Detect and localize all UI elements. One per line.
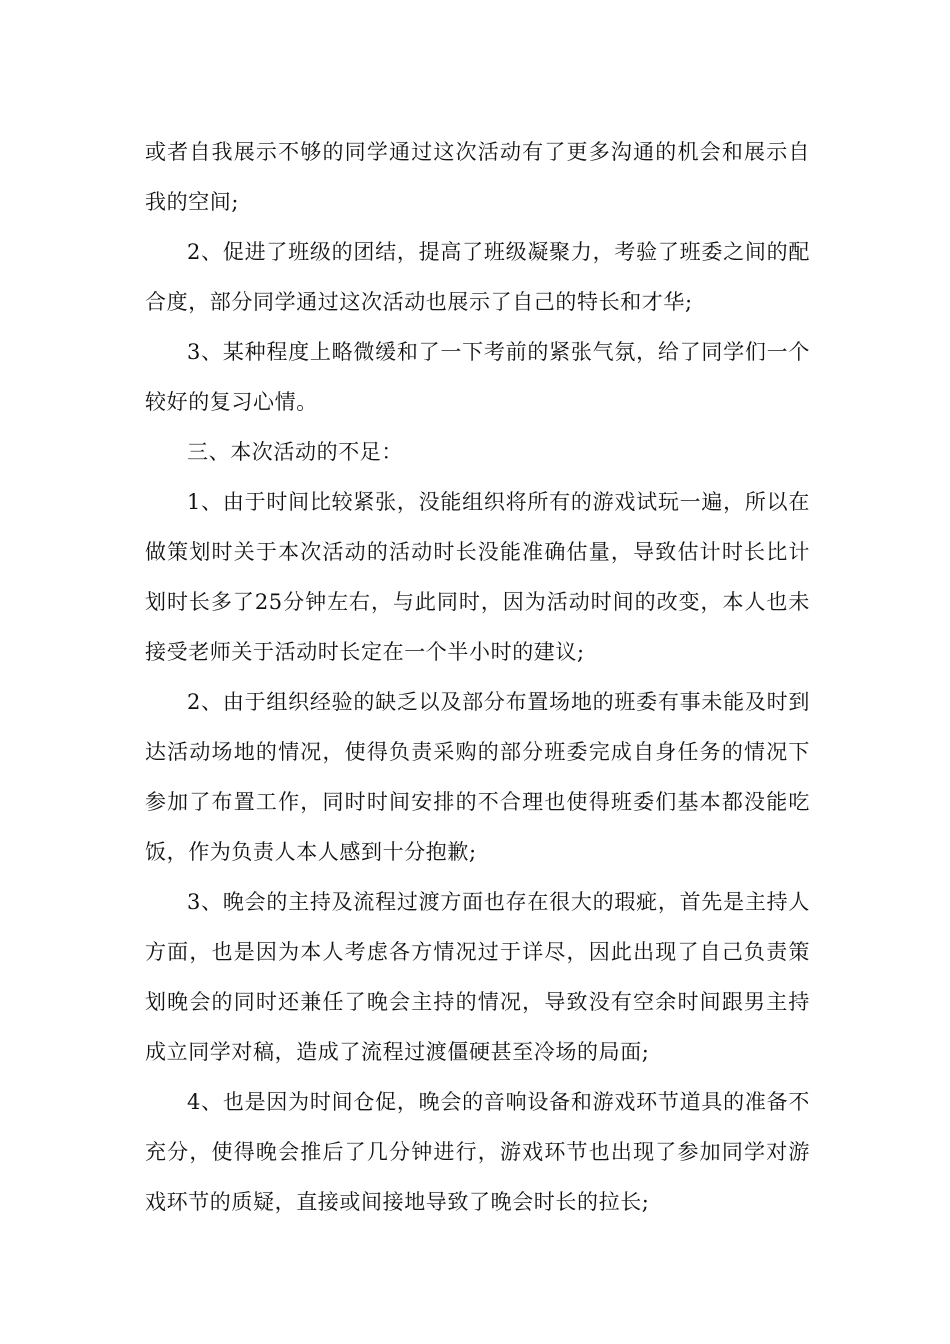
paragraph-item-2: 2、促进了班级的团结，提高了班级凝聚力，考验了班委之间的配合度，部分同学通过这次活动也展示了自己的特长和才华; bbox=[145, 240, 810, 314]
document-body bbox=[145, 127, 810, 1227]
paragraph-shortcoming-1: 1、由于时间比较紧张，没能组织将所有的游戏试玩一遍，所以在做策划时关于本次活动的活动时长没能准确估量，导致估计时长比计划时长多了25分钟左右，与此同时，因为活动时间的改变，本人也未接受老师关于活动时长定在一个半小时的建议; bbox=[145, 490, 810, 664]
paragraph-continuation: 或者自我展示不够的同学通过这次活动有了更多沟通的机会和展示自我的空间; bbox=[145, 140, 810, 214]
paragraph-item-3: 3、某种程度上略微缓和了一下考前的紧张气氛，给了同学们一个较好的复习心情。 bbox=[145, 340, 810, 414]
paragraph-shortcoming-3: 3、晚会的主持及流程过渡方面也存在很大的瑕疵，首先是主持人方面，也是因为本人考虑各方情况过于详尽，因此出现了自己负责策划晚会的同时还兼任了晚会主持的情况，导致没有空余时间跟男主持成立同学对稿，造成了流程过渡僵硬甚至冷场的局面; bbox=[145, 890, 810, 1064]
paragraph-shortcoming-4: 4、也是因为时间仓促，晚会的音响设备和游戏环节道具的准备不充分，使得晚会推后了几分钟进行，游戏环节也出现了参加同学对游戏环节的质疑，直接或间接地导致了晚会时长的拉长; bbox=[145, 1090, 810, 1214]
section-heading-shortcomings: 三、本次活动的不足： bbox=[187, 440, 403, 464]
paragraph-shortcoming-2: 2、由于组织经验的缺乏以及部分布置场地的班委有事未能及时到达活动场地的情况，使得负责采购的部分班委完成自身任务的情况下参加了布置工作，同时时间安排的不合理也使得班委们基本都没能吃饭，作为负责人本人感到十分抱歉; bbox=[145, 690, 810, 864]
